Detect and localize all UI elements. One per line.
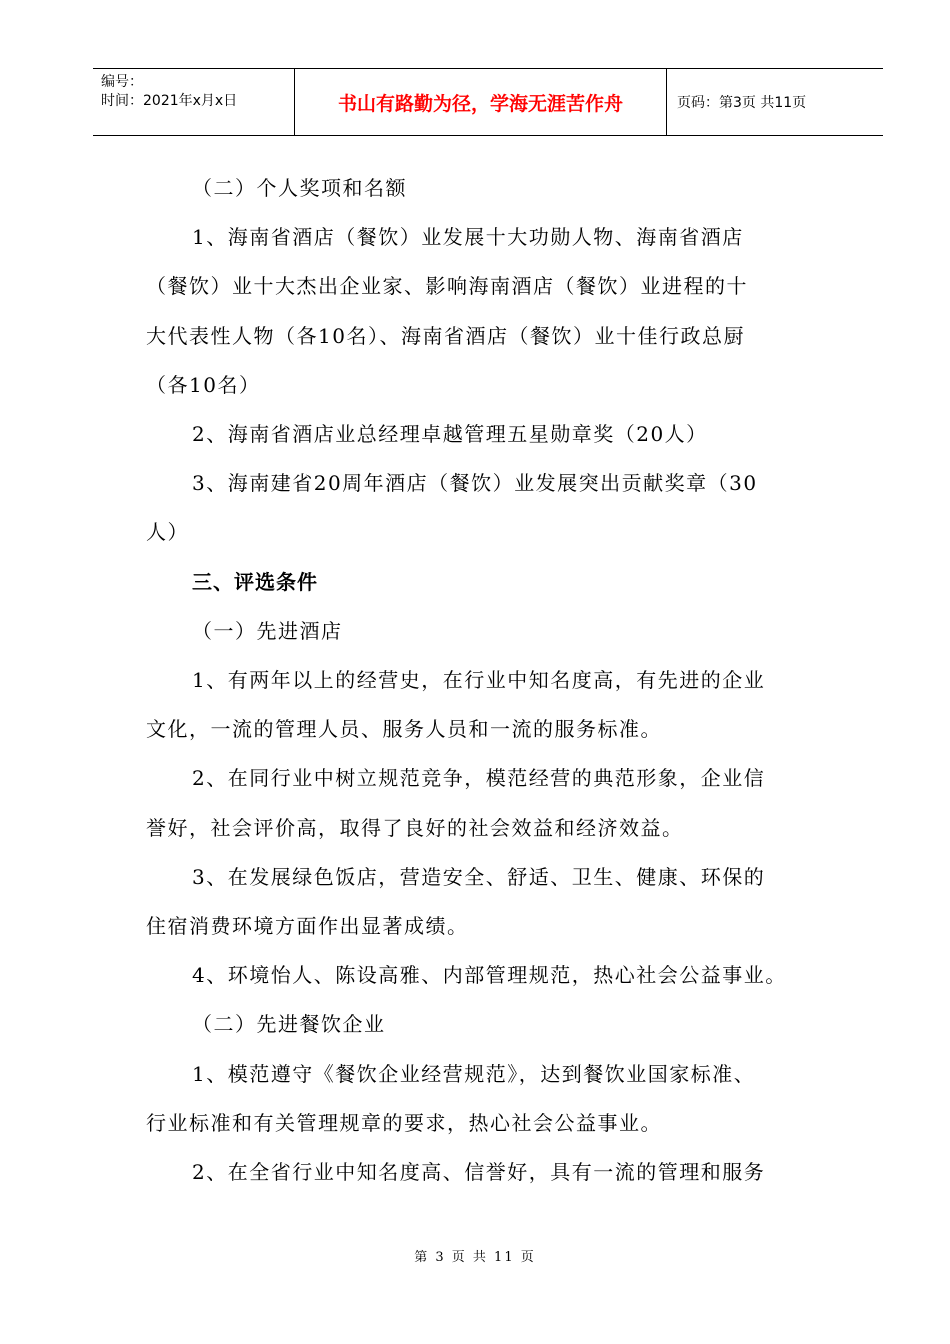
paragraph-line: 行业标准和有关管理规章的要求，热心社会公益事业。: [146, 1110, 662, 1135]
paragraph-line: （餐饮）业十大杰出企业家、影响海南酒店（餐饮）业进程的十: [146, 274, 748, 299]
paragraph-line: 1、模范遵守《餐饮企业经营规范》，达到餐饮业国家标准、: [192, 1061, 756, 1086]
paragraph-line: 4、环境怡人、陈设高雅、内部管理规范，热心社会公益事业。: [192, 963, 787, 988]
paragraph-line: 2、在同行业中树立规范竞争，模范经营的典范形象，企业信: [192, 766, 766, 791]
paragraph-line: （二）先进餐饮企业: [192, 1012, 386, 1037]
paragraph-line: 誉好，社会评价高，取得了良好的社会效益和经济效益。: [146, 815, 684, 840]
paragraph-line: （一）先进酒店: [192, 618, 343, 643]
header-motto: 书山有路勤为径，学海无涯苦作舟: [295, 69, 667, 135]
paragraph-line: 3、在发展绿色饭店，营造安全、舒适、卫生、健康、环保的: [192, 864, 766, 889]
page-header: [93, 68, 883, 136]
page-footer: 第 3 页 共 11 页: [414, 1250, 536, 1265]
paragraph-line: 2、在全省行业中知名度高、信誉好，具有一流的管理和服务: [192, 1160, 766, 1185]
paragraph-line: 1、海南省酒店（餐饮）业发展十大功勋人物、海南省酒店: [192, 225, 744, 250]
section-heading: 三、评选条件: [192, 569, 318, 594]
paragraph-line: 2、海南省酒店业总经理卓越管理五星勋章奖（20人）: [192, 422, 708, 447]
code-label: 编号：: [101, 74, 143, 90]
document-body: [146, 164, 836, 1197]
header-meta: [93, 69, 295, 135]
paragraph-line: 3、海南建省20周年酒店（餐饮）业发展突出贡献奖章（30: [192, 471, 758, 496]
header-page-label: 页码：第3页 共11页: [677, 95, 807, 111]
paragraph-line: 人）: [146, 520, 189, 545]
time-label: 时间：2021年x月x日: [101, 93, 238, 109]
paragraph-line: 文化，一流的管理人员、服务人员和一流的服务标准。: [146, 717, 662, 742]
paragraph-line: （二）个人奖项和名额: [192, 176, 407, 200]
paragraph-line: （各10名）: [146, 372, 261, 397]
paragraph-line: 1、有两年以上的经营史，在行业中知名度高，有先进的企业: [192, 668, 766, 693]
paragraph-line: 大代表性人物（各10名）、海南省酒店（餐饮）业十佳行政总厨: [146, 323, 745, 348]
paragraph-line: 住宿消费环境方面作出显著成绩。: [146, 914, 469, 939]
